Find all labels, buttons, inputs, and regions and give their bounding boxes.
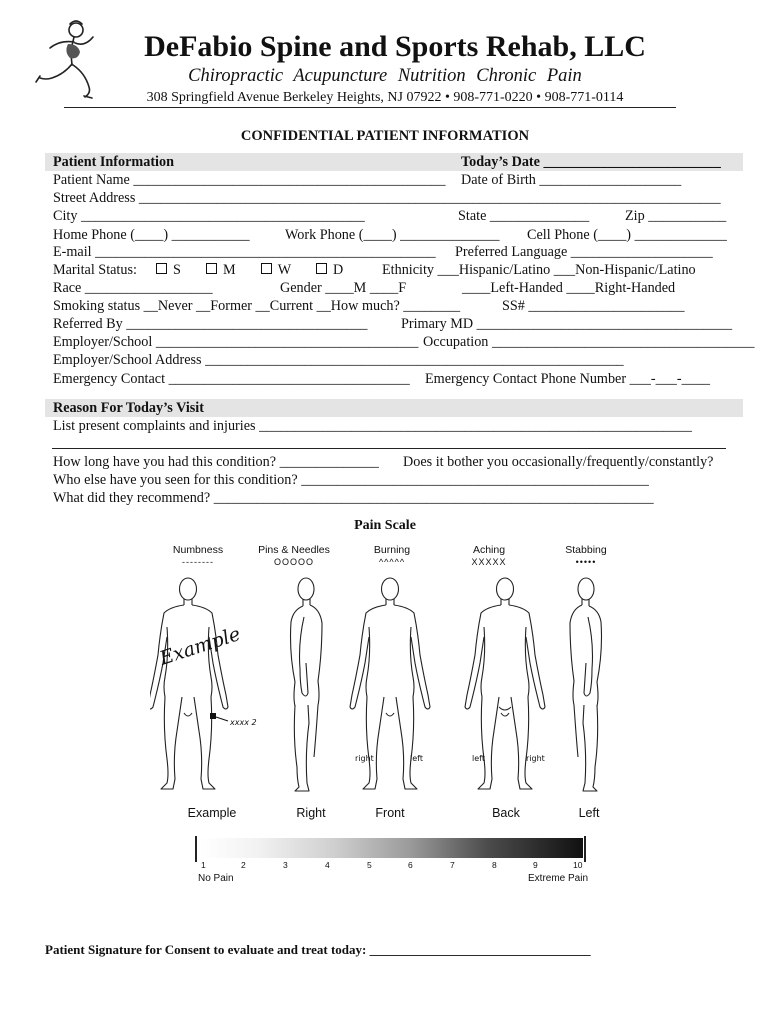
symptom-mark-burning: ^^^^^: [378, 557, 406, 567]
back-left-label: left: [472, 754, 485, 763]
header-divider: [64, 107, 676, 108]
emergency-contact-field[interactable]: Emergency Contact __________________________________: [53, 371, 410, 387]
who-else-field[interactable]: Who else have you seen for this condition? _________________________________________________: [53, 472, 649, 488]
referred-by-field[interactable]: Referred By __________________________________: [53, 316, 368, 332]
scale-number-7: 7: [450, 860, 455, 870]
symptom-mark-numbness: --------: [182, 557, 214, 567]
view-label-front: Front: [375, 806, 405, 820]
occupation-field[interactable]: Occupation _____________________________________: [423, 334, 755, 350]
handedness-field[interactable]: ____Left-Handed ____Right-Handed: [462, 280, 676, 296]
email-field[interactable]: E-mail ________________________________________________: [53, 244, 436, 260]
ssn-field[interactable]: SS# ______________________: [502, 298, 685, 314]
scale-number-10: 10: [573, 860, 583, 870]
scale-low-label: No Pain: [198, 873, 234, 884]
clinic-address: 308 Springfield Avenue Berkeley Heights, NJ 07922 • 908-771-0220 • 908-771-0114: [146, 90, 624, 105]
gender-field[interactable]: Gender ____M ____F: [280, 280, 407, 296]
body-diagrams: [150, 575, 620, 800]
scale-number-4: 4: [325, 860, 330, 870]
symptom-label-burning: Burning: [373, 544, 411, 556]
view-label-example: Example: [187, 806, 237, 820]
checkbox[interactable]: [261, 263, 272, 274]
cell-phone-field[interactable]: Cell Phone (____) _____________: [527, 227, 727, 243]
pain-gradient-bar: [200, 838, 583, 858]
employer-school-field[interactable]: Employer/School _____________________________________: [53, 334, 419, 350]
primary-md-field[interactable]: Primary MD ____________________________________: [401, 316, 733, 332]
scale-number-1: 1: [201, 860, 206, 870]
complaints-extra-line[interactable]: [52, 448, 726, 449]
date-of-birth-field[interactable]: Date of Birth ____________________: [461, 172, 682, 188]
state-field[interactable]: State ______________: [458, 208, 590, 224]
example-mark-label: xxxx 2: [230, 718, 257, 727]
signature-field[interactable]: Patient Signature for Consent to evaluate and treat today: __________________________________: [45, 942, 591, 957]
form-title: CONFIDENTIAL PATIENT INFORMATION: [240, 128, 530, 144]
checkbox[interactable]: [206, 263, 217, 274]
marital-option-s[interactable]: S: [156, 262, 181, 278]
services-line: Chiropractic Acupuncture Nutrition Chronic Pain: [188, 66, 582, 86]
marital-option-d[interactable]: D: [316, 262, 343, 278]
emergency-phone-field[interactable]: Emergency Contact Phone Number ___-___-____: [425, 371, 711, 387]
scale-left-tick: [195, 836, 197, 862]
scale-high-label: Extreme Pain: [528, 873, 589, 884]
symptom-label-aching: Aching: [472, 544, 506, 556]
recommend-field[interactable]: What did they recommend? ______________________________________________________________: [53, 490, 654, 506]
symptom-mark-pins-needles: OOOOO: [273, 557, 314, 567]
symptom-label-numbness: Numbness: [172, 544, 224, 556]
scale-number-9: 9: [533, 860, 538, 870]
pain-scale-title: Pain Scale: [354, 518, 416, 533]
patient-name-field[interactable]: Patient Name ____________________________________________: [53, 172, 446, 188]
checkbox[interactable]: [156, 263, 167, 274]
front-left-label: left: [410, 754, 423, 763]
scale-number-3: 3: [283, 860, 288, 870]
symptom-label-stabbing: Stabbing: [565, 544, 607, 556]
scale-number-8: 8: [492, 860, 497, 870]
scale-number-6: 6: [408, 860, 413, 870]
preferred-language-field[interactable]: Preferred Language ____________________: [455, 244, 713, 260]
scale-number-5: 5: [367, 860, 372, 870]
ethnicity-field[interactable]: Ethnicity ___Hispanic/Latino ___Non-Hispanic/Latino: [382, 262, 696, 278]
smoking-status-field[interactable]: Smoking status __Never __Former __Current __How much? ________: [53, 298, 461, 314]
section-heading-patient-info: Patient Information: [53, 154, 174, 170]
front-right-label: right: [355, 754, 374, 763]
marital-option-w[interactable]: W: [261, 262, 291, 278]
race-field[interactable]: Race __________________: [53, 280, 213, 296]
scale-right-tick: [584, 836, 586, 862]
todays-date-field[interactable]: Today’s Date _________________________: [461, 154, 721, 170]
city-field[interactable]: City ________________________________________: [53, 208, 365, 224]
checkbox[interactable]: [316, 263, 327, 274]
zip-field[interactable]: Zip ___________: [625, 208, 727, 224]
home-phone-field[interactable]: Home Phone (____) ___________: [53, 227, 250, 243]
marital-status-label: Marital Status:: [53, 262, 137, 278]
section-heading-visit: Reason For Today’s Visit: [53, 400, 204, 416]
view-label-left: Left: [578, 806, 600, 820]
example-handwriting: Example: [156, 623, 244, 670]
how-long-field[interactable]: How long have you had this condition? ______________: [53, 454, 379, 470]
view-label-back: Back: [492, 806, 520, 820]
work-phone-field[interactable]: Work Phone (____) ______________: [285, 227, 500, 243]
clinic-name: DeFabio Spine and Sports Rehab, LLC: [144, 30, 646, 63]
employer-address-field[interactable]: Employer/School Address ___________________________________________________________: [53, 352, 624, 368]
complaints-field[interactable]: List present complaints and injuries _____________________________________________________________: [53, 418, 692, 434]
symptom-mark-stabbing: •••••: [575, 557, 597, 567]
scale-number-2: 2: [241, 860, 246, 870]
street-address-field[interactable]: Street Address __________________________________________________________________________________: [53, 190, 721, 206]
view-label-right: Right: [296, 806, 326, 820]
bother-frequency-field[interactable]: Does it bother you occasionally/frequently/constantly?: [403, 454, 714, 470]
marital-option-m[interactable]: M: [206, 262, 236, 278]
symptom-label-pins-needles: Pins & Needles: [258, 544, 330, 556]
marital-status-row: [53, 262, 343, 279]
symptom-mark-aching: XXXXX: [471, 557, 507, 567]
back-right-label: right: [526, 754, 545, 763]
